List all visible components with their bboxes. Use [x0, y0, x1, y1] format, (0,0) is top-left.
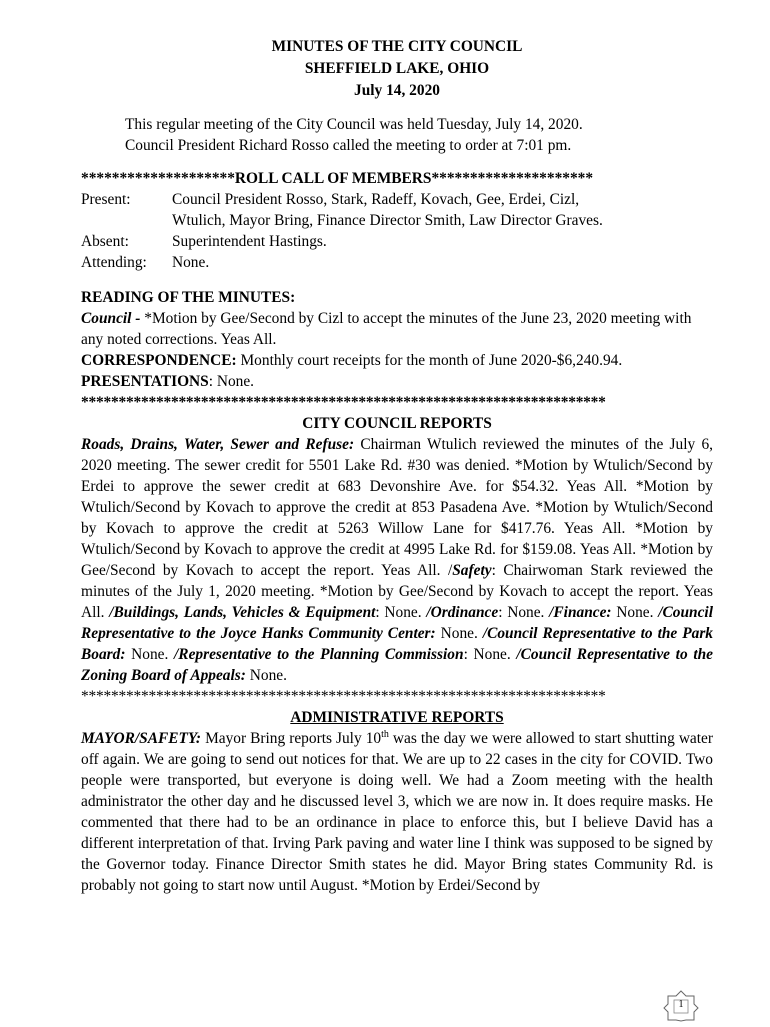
joyce-hanks-text: None. [435, 625, 483, 642]
attending-row [81, 252, 603, 273]
correspondence-text: Monthly court receipts for the month of June 2020-$6,240.94. [236, 352, 623, 369]
mayor-safety-label: MAYOR/SAFETY: [81, 730, 202, 747]
reading-heading: READING OF THE MINUTES: [81, 289, 296, 306]
intro-line-2: Council President Richard Rosso called the meeting to order at 7:01 pm. [125, 137, 572, 154]
separator-stars-2: ********************************************************************** [81, 688, 606, 705]
presentations-text: : None. [208, 373, 255, 390]
zoning-board-text: None. [245, 667, 287, 684]
mayor-safety-paragraph [81, 728, 713, 896]
council-label: Council - [81, 310, 145, 327]
roads-text: Chairman Wtulich reviewed the minutes of the July 6, 2020 meeting. The sewer credit for 5501 Lake Rd. #30 was denied. *Motion by Wtulich/Second by Erdei to approve the sewer credit at 683 Devonshire Ave. for $54.32. Yeas All. *Motion by Wtulich/Second by Kovach to approve the credit at 853 Pasadena Ave. *Motion by Wtulich/Second by Kovach to approve the credit at 5263 Willow Lane for $417.76. Yeas All. *Motion by Wtulich/Second by Kovach to approve the credit at 4995 Lake Rd. for $159.08. Yeas All. *Motion by Gee/Second by Kovach to accept the report. Yeas All. / [81, 436, 713, 579]
absent-row [81, 231, 603, 252]
presentations-paragraph [81, 371, 713, 392]
present-value-line-1: Council President Rosso, Stark, Radeff, Kovach, Gee, Erdei, Cizl, [172, 191, 580, 208]
finance-text: None. [611, 604, 659, 621]
present-row [81, 189, 603, 231]
council-reports-section [81, 413, 713, 707]
document-header [81, 36, 713, 102]
roads-label: Roads, Drains, Water, Sewer and Refuse: [81, 436, 355, 453]
page-number: 1 [678, 999, 684, 1010]
reading-section [81, 287, 713, 413]
ordinal-suffix: th [381, 728, 389, 740]
finance-label: /Finance: [549, 604, 612, 621]
intro-line-1: This regular meeting of the City Council was held Tuesday, July 14, 2020. [125, 116, 583, 133]
header-title: MINUTES OF THE CITY COUNCIL [271, 38, 523, 55]
ordinance-text: : None. [498, 604, 550, 621]
absent-value: Superintendent Hastings. [172, 233, 327, 250]
attending-label: Attending: [81, 254, 147, 271]
mayor-text-part-2: was the day we were allowed to start shutting water off again. We are going to send out notices for that. We are up to 22 cases in the city for COVID. Two people were transported, but everyone is doing well. We had a Zoom meeting with the health administrator the other day and he discussed level 3, which we are now in. It does require masks. He commented that there had to be an ordinance in place to enforce this, but I believe David has a different interpretation of that. Irving Park paving and water line I think was supposed to be signed by the Governor today. Finance Director Smith states he did. Mayor Bring states Community Rd. is probably not going to start now until August. *Motion by Erdei/Second by [81, 730, 713, 894]
separator-stars: ********************************************************************** [81, 394, 606, 411]
council-reports-heading: CITY COUNCIL REPORTS [302, 415, 492, 432]
present-value-line-2: Wtulich, Mayor Bring, Finance Director Smith, Law Director Graves. [172, 212, 603, 229]
presentations-label: PRESENTATIONS [81, 373, 209, 390]
absent-label: Absent: [81, 233, 129, 250]
present-label: Present: [81, 191, 131, 208]
intro-paragraph [125, 114, 713, 156]
correspondence-label: CORRESPONDENCE: [81, 352, 237, 369]
present-value [172, 189, 603, 231]
zoning-board-label: /Council Representative to the Zoning Board of Appeals: [81, 646, 713, 684]
ordinance-label: /Ordinance [426, 604, 499, 621]
attending-value: None. [172, 254, 210, 271]
roll-call-heading: ********************ROLL CALL OF MEMBERS********************* [81, 170, 594, 187]
admin-reports-heading: ADMINISTRATIVE REPORTS [290, 709, 504, 726]
council-minutes-paragraph [81, 308, 713, 350]
planning-commission-text: : None. [463, 646, 517, 663]
mayor-text-part-1: Mayor Bring reports July 10 [201, 730, 382, 747]
park-board-label: /Council Representative to the Park Board: [81, 625, 714, 663]
safety-text: : Chairwoman Stark reviewed the minutes of the July 1, 2020 meeting. *Motion by Gee/Second by Kovach to accept the report. Yeas All. [81, 562, 713, 621]
buildings-label: /Buildings, Lands, Vehicles & Equipment [109, 604, 376, 621]
buildings-text: : None. [375, 604, 427, 621]
safety-label: Safety [452, 562, 492, 579]
admin-reports-section [81, 707, 713, 896]
attendance-table [81, 189, 603, 273]
page-number-seal-icon [663, 990, 699, 1022]
header-date: July 14, 2020 [354, 82, 440, 99]
header-city: SHEFFIELD LAKE, OHIO [304, 60, 490, 77]
correspondence-paragraph [81, 350, 713, 371]
minutes-page [81, 36, 713, 896]
planning-commission-label: /Representative to the Planning Commission [174, 646, 464, 663]
park-board-text: None. [125, 646, 175, 663]
council-text: *Motion by Gee/Second by Cizl to accept the minutes of the June 23, 2020 meeting with any noted corrections. Yeas All. [81, 310, 692, 348]
council-reports-paragraph [81, 434, 713, 686]
joyce-hanks-label: /Council Representative to the Joyce Hanks Community Center: [81, 604, 713, 642]
